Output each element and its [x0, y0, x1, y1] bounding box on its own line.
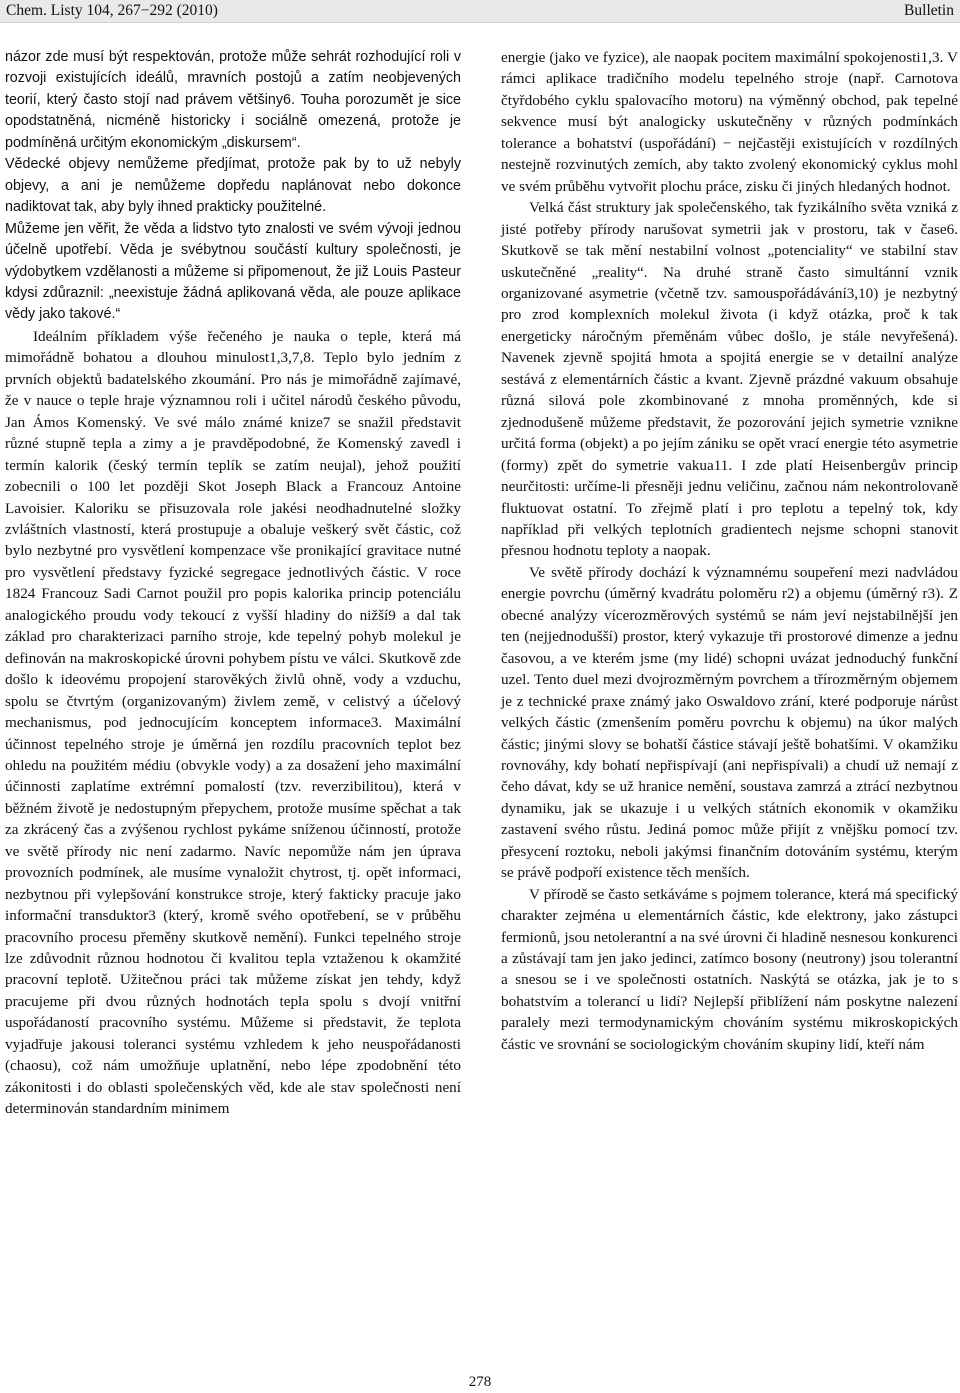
paragraph: Můžeme jen věřit, že věda a lidstvo tyto znalosti ve svém vývoji jednou účelně upotřebí. Věda je svébytnou součástí kultury společnosti, je výdobytkem vzdělanosti a můžeme si připomenout, že již Louis Pasteur kdysi zdůraznil: „neexistuje žádná aplikovaná věda, ale pouze aplikace vědy jako takové.“	[5, 220, 461, 323]
paragraph: Vědecké objevy nemůžeme předjímat, protože pak by to už nebyly objevy, a ani je nemůžeme dopředu naplánovat nebo dokonce nadiktovat tak, aby byly ihned prakticky použitelné.	[5, 156, 461, 216]
paragraph: V přírodě se často setkáváme s pojmem tolerance, která má specifický charakter zejména u elementárních částic, kde elektrony, jako zástupci fermionů, jsou netolerantní a na své úrovni či hladině nesnesou konkurenci a zůstávají tam jen jako jedinci, zatímco bosony (neutrony) jsou tolerantní a snesou se i ve společnosti ostatních. Naskýtá se otázka, jak je to s bohatstvím a tolerancí u lidí? Nejlepší přiblížení nám poskytne nalezení paralely mezi termodynamickým chováním systému mikroskopických částic ve srovnání se sociologickým chováním skupiny lidí, kteří nám	[501, 885, 958, 1053]
left-column	[5, 47, 461, 1120]
right-column	[501, 47, 958, 1055]
paragraph: Velká část struktury jak společenského, tak fyzikálního světa vzniká z jisté potřeby přírody narušovat symetrii jak v prostoru, tak v čase6. Skutkově se tak mění nestabilní volnost „potenciality“ ve stabilní stav uskutečněné „reality“. Na druhé straně často simultánní vznik organizované asymetrie (včetně tzv. samouspořádávání3,10) je nezbytný pro zrod komplexních molekul života (i když otázka, proč k tak energeticky náročným přeměnám vůbec došlo, je stále nevyřešená). Navenek zjevně spojitá hmota a spojitá energie se v detailní analýze sestává z elementárních částic a kvant. Zjevně prázdné vakuum obsahuje různá silová pole zkombinované z mnoha proměnných, kde si zjednodušeně můžeme představit, že pozorování jejich symetrie vznikne určitá forma (objekt) a po jejím zániku se opět vrací energie této asymetrie (formy) zpět do symetrie vakua11. I zde platí Heisenbergův princip neurčitosti: určíme-li přesněji jednu veličinu, začnou nám nekontrolovaně fluktuovat ostatní. To zřejmě platí i pro teplotu a tepelný tok, kdy například při velkých teplotních gradientech nejsme schopni stanovit přesnou hodnotu teploty a naopak.	[501, 199, 958, 560]
section-name: Bulletin	[904, 2, 954, 19]
paragraph: Ideálním příkladem výše řečeného je nauka o teple, která má mimořádně bohatou a dlouhou minulost1,3,7,8. Teplo bylo jedním z prvních objektů badatelského zkoumání. Pro nás je mimořádně zajímavé, že v nauce o teple hraje významnou roli i učitel národů českého původu, Jan Ámos Komenský. Ve své málo známé knize7 se snažil představit různé stupně tepla a zimy a je pravděpodobné, že Komenský zavedl i termín kalorik (český termín teplík se zatím neujal), jehož použití zobecnili o 100 let později Skot Joseph Black a Francouz Antoine Lavoisier. Kaloriku se přisuzovala role jakési neodhadnutelné složky zvláštních vlastností, která prostupuje a obaluje veškerý svět částic, což bylo nezbytné pro vysvětlení kompenzace vše pronikající gravitace nutné pro vysvětlení představy fyzické segregace jednotlivých částic. V roce 1824 Francouz Sadi Carnot použil pro popis kalorika princip potenciálu analogického proudu vody tekoucí z vyšší hladiny do nižší9 a dal tak základ pro charakterizaci parního stroje, kde tepelný pohyb molekul je definován na makroskopické úrovni pohybem pístu ve válci. Skutkově zde došlo k ideovému propojení starověkých živlů ohně, vody a vzduchu, spolu se čtvrtým (organizovaným) živlem země, v celistvý a účelový mechanismus, pod jednocujícím konceptem informace3. Maximální účinnost tepelného stroje je úměrná jen rozdílu pracovních teplot bez ohledu na použitém médiu (obvykle vody) a za dosažení jeho maximální účinnosti zaplatíme extrémní pomalostí (tzv. reverzibilitou), která v běžném životě je nedostupným přepychem, protože musíme spěchat a tak za zkrácený čas a zvýšenou rychlost pykáme sníženou účinností, protože ve světě přírody nic není zadarmo. Navíc nepomůže nám jen úprava provozních podmínek, ale musíme vynaložit chytrost, tj. opět informaci, nezbytnou při vylepšování konstrukce stroje, který fakticky pracuje jako informační transduktor3 (který, kromě svého opotřebení, se v průběhu pracovního procesu přeměny skutkově nemění). Funkci tepelného stroje lze zdůvodnit různou hodnotou či kvalitou tepla vztaženou k okamžité pracovní teplotě. Užitečnou práci tak můžeme získat jen tehdy, když pracujeme při dvou různých hodnotách tepla spolu s dvojí vnitřní uspořádaností pracovního systému. Můžeme si představit, že teplota vyjadřuje jakousi toleranci systému vzhledem k jeho neuspořádanosti (chaosu), což nám umožňuje uplatnění, nebo lépe zpodobnění této zákonitosti i do oblasti společenských věd, kde ale stav společnosti není determinován standardním minimem	[5, 327, 461, 1118]
paragraph: Ve světě přírody dochází k významnému soupeření mezi nadvládou energie povrchu (úměrný kvadrátu poloměru r2) a objemu (úměrný r3). Z obecné analýzy vícerozměrových systémů se nám jeví nejstabilnější jen ten (nejjednodušší) prostor, který vykazuje tři prostorové dimenze a jednu časovou, a ve kterém jsme (my lidé) schopni uvázat jednoduchý funkční uzel. Tento duel mezi dvojrozměrným povrchem a třírozměrným objemem je z technické praxe známý jako Oswaldovo zrání, které podporuje nárůst velkých částic (zmenšením poměru povrchu k objemu) na úkor malých částic; jinými slovy se bohatší částice stávají ještě bohatšími. V okamžiku rovnováhy, kdy bohatí nepřispívají (ani nepřispívali) a chudí už nemají z čeho dávat, kdy se už hranice nemění, soustava zamrzá a ztrácí nezbytnou dynamiku, jak se ukazuje i u velkých státních ekonomik v okamžiku zastavení svého růstu. Jediná pomoc může přijít z vnějšku pomocí tzv. přesycení roztoku, neboli jakýmsi finančním dotováním systému, kterým se právě podpoří existence těch menších.	[501, 563, 958, 882]
journal-citation: Chem. Listy 104, 267−292 (2010)	[6, 2, 218, 19]
page-number: 278	[468, 1374, 492, 1390]
running-header	[0, 0, 960, 23]
paragraph: názor zde musí být respektován, protože může sehrát rozhodující roli v rozvoji existujících ideálů, mravních postojů a zatím neobjevených teorií, který často stojí nad právem většiny6. Touha porozumět je sice opodstatněná, nicméně historicky i sociálně omezená, protože je podmíněná určitým ekonomickým „diskursem“.	[5, 49, 461, 151]
paragraph: energie (jako ve fyzice), ale naopak pocitem maximální spokojenosti1,3. V rámci aplikace tradičního modelu tepelného stroje (např. Carnotova čtyřdobého cyklu spalovacího motoru) na výměnný obchod, pak tepelné sekvence musí být analogicky uskutečněny v různých podmínkách tolerance a bohatství (uspořádání) − nejčastěji existujících v rozdílných nestejně rozvinutých zemích, aby takto zvolený ekonomický cyklus mohl ve svém průběhu vytvořit plochu práce, zisku či jiných hledaných hodnot.	[501, 49, 958, 195]
